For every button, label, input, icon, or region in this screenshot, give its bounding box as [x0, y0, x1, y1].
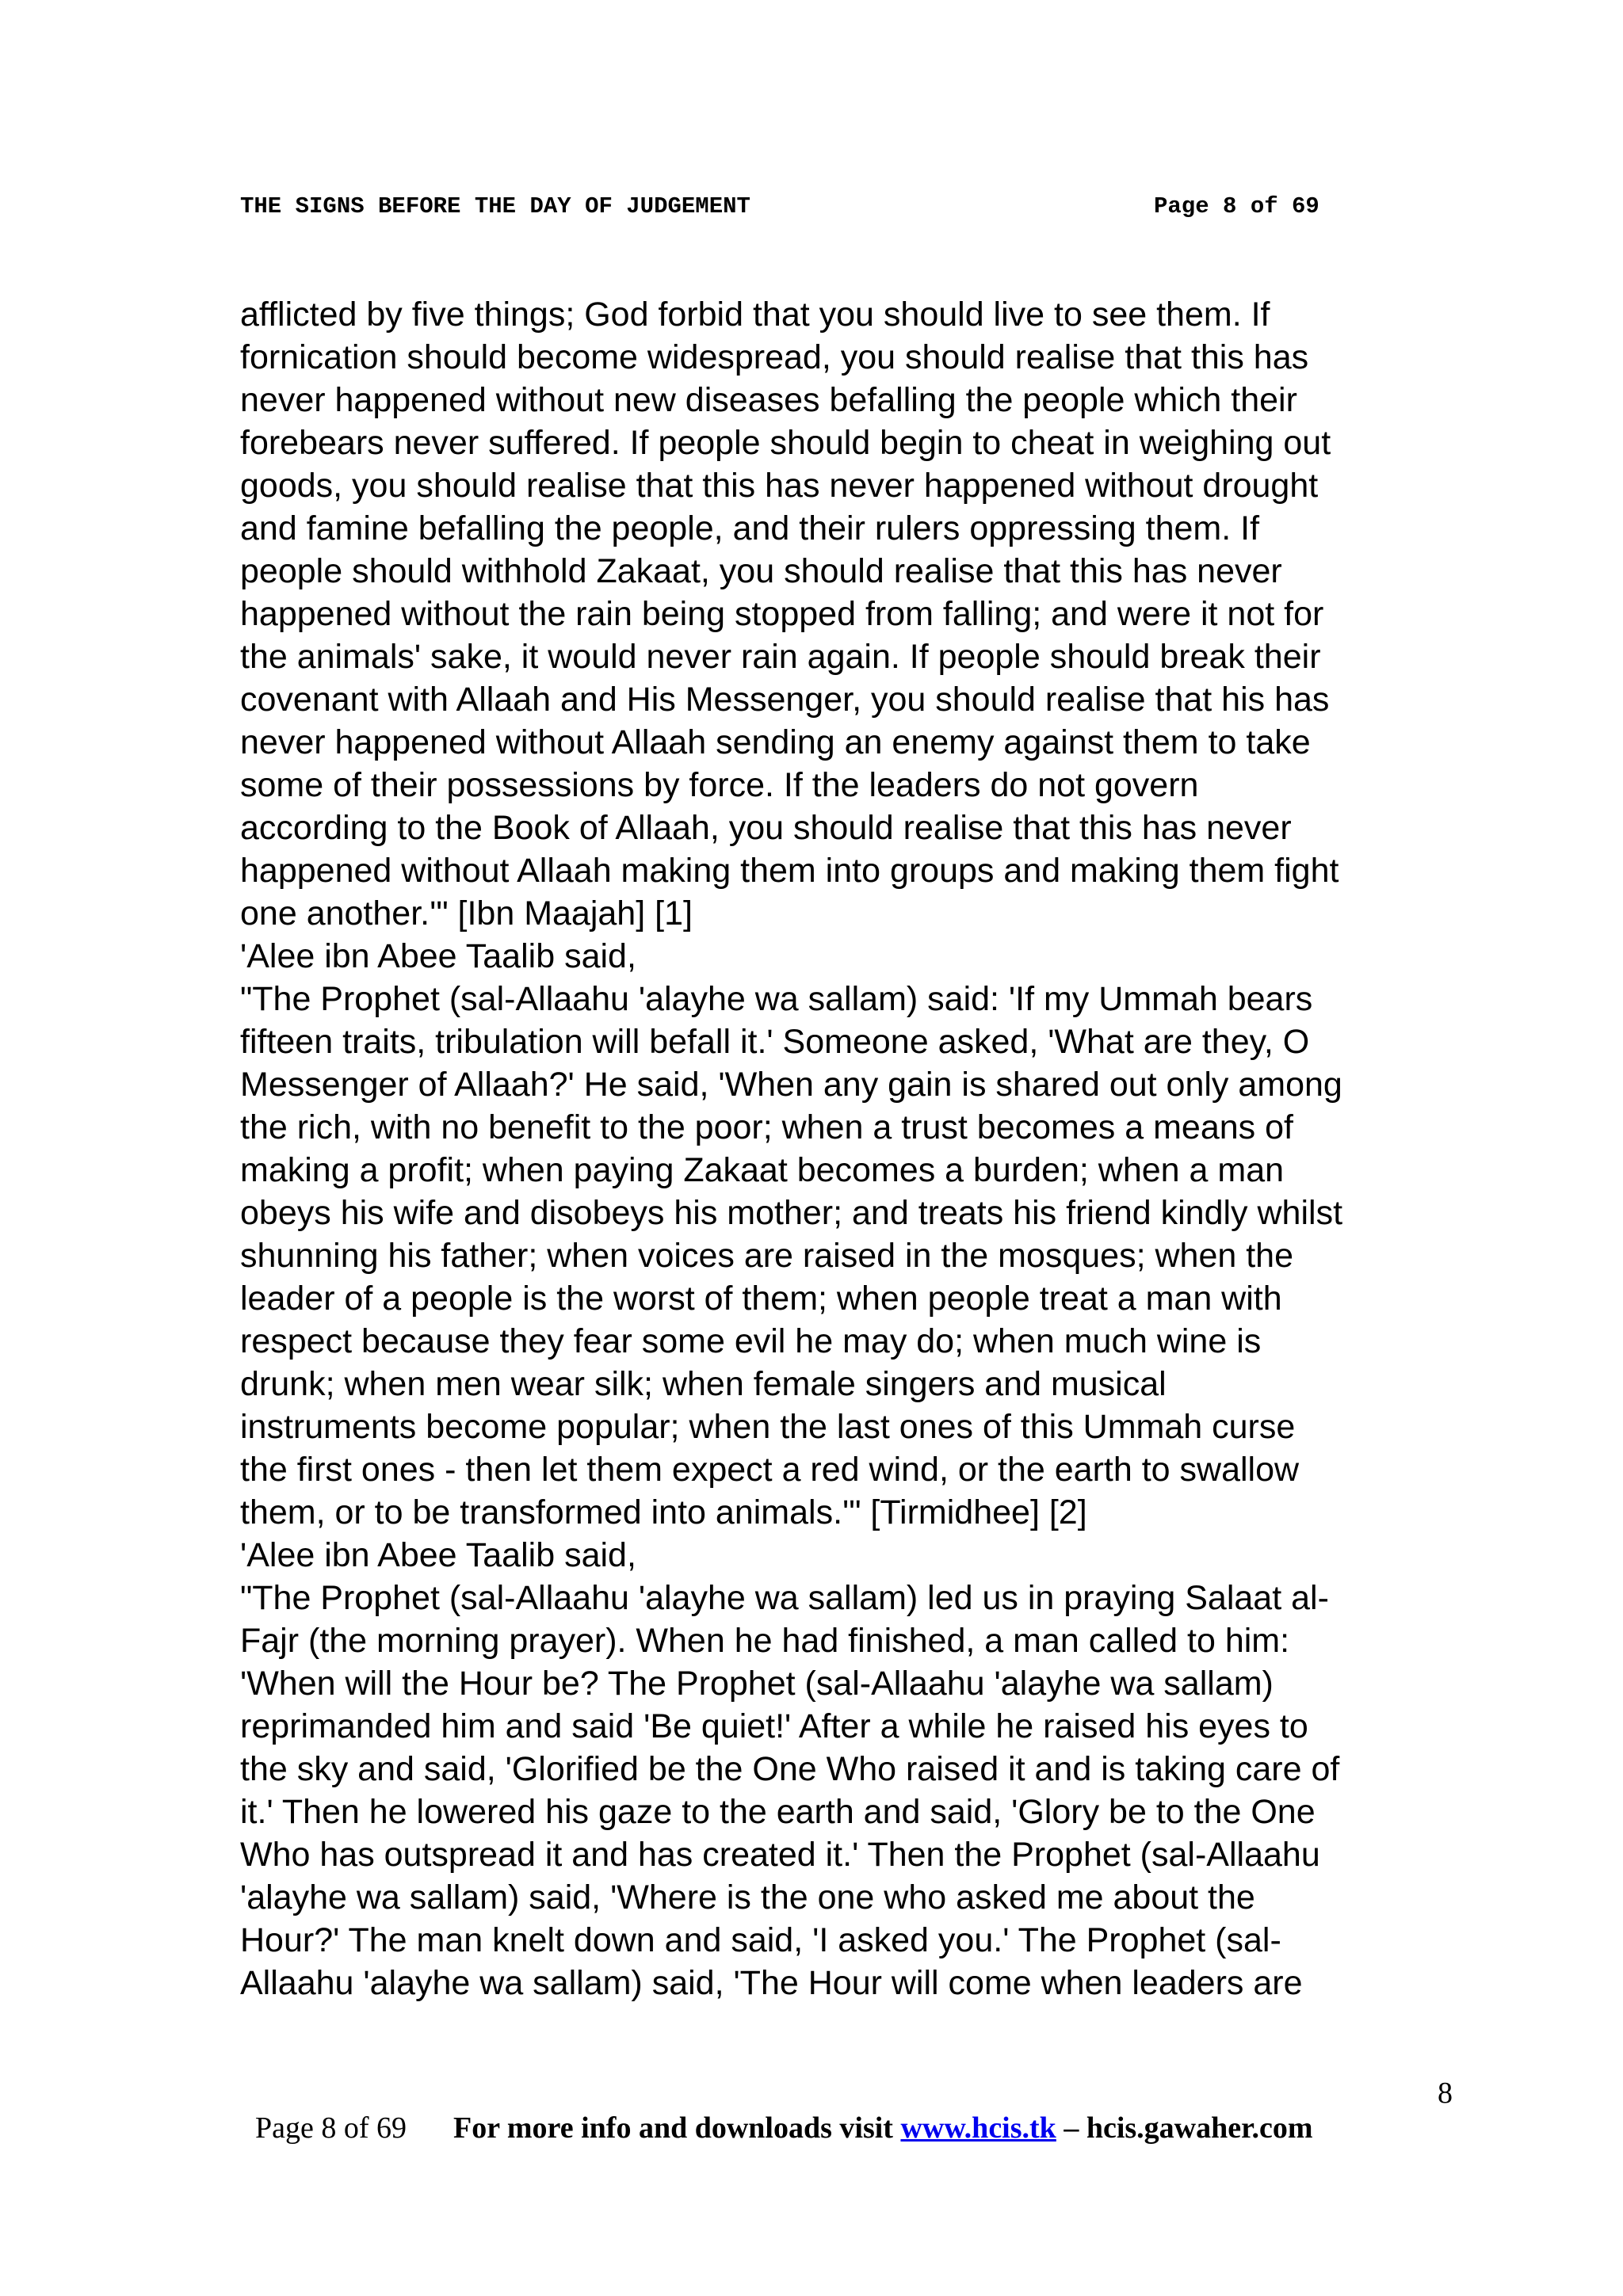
text-line: according to the Book of Allaah, you should realise that this has never: [240, 809, 1292, 847]
page-footer: [240, 2076, 1453, 2180]
text-line: "The Prophet (sal-Allaahu 'alayhe wa sallam) said: 'If my Ummah bears: [240, 980, 1313, 1018]
text-line: instruments become popular; when the last ones of this Ummah curse: [240, 1408, 1296, 1446]
text-line: one another.'" [Ibn Maajah] [1]: [240, 894, 693, 933]
footer-suffix: – hcis.gawaher.com: [1056, 2111, 1313, 2145]
text-line: the animals' sake, it would never rain again. If people should break their: [240, 638, 1321, 676]
text-line: fornication should become widespread, you should realise that this has: [240, 338, 1309, 376]
text-line: the rich, with no benefit to the poor; when a trust becomes a means of: [240, 1108, 1293, 1146]
footer-promo-text: For more info and downloads visit: [453, 2111, 901, 2145]
text-line: forebears never suffered. If people should begin to cheat in weighing out: [240, 424, 1331, 462]
text-line: Fajr (the morning prayer). When he had finished, a man called to him:: [240, 1622, 1290, 1660]
text-line: covenant with Allaah and His Messenger, you should realise that his has: [240, 681, 1330, 719]
text-line: happened without the rain being stopped from falling; and were it not for: [240, 595, 1324, 633]
text-line: "The Prophet (sal-Allaahu 'alayhe wa sallam) led us in praying Salaat al-: [240, 1579, 1329, 1617]
text-line: 'Alee ibn Abee Taalib said,: [240, 1536, 636, 1574]
text-line: people should withhold Zakaat, you should realise that this has never: [240, 552, 1282, 590]
body-text: [240, 293, 1476, 2004]
text-line: 'When will the Hour be? The Prophet (sal-Allaahu 'alayhe wa sallam): [240, 1665, 1274, 1703]
text-line: it.' Then he lowered his gaze to the earth and said, 'Glory be to the One: [240, 1793, 1316, 1831]
text-line: goods, you should realise that this has never happened without drought: [240, 467, 1319, 505]
text-line: obeys his wife and disobeys his mother; and treats his friend kindly whilst: [240, 1194, 1343, 1232]
text-line: shunning his father; when voices are raised in the mosques; when the: [240, 1237, 1294, 1275]
text-line: Hour?' The man knelt down and said, 'I asked you.' The Prophet (sal-: [240, 1921, 1281, 1959]
text-line: leader of a people is the worst of them; when people treat a man with: [240, 1280, 1282, 1318]
text-line: Allaahu 'alayhe wa sallam) said, 'The Hour will come when leaders are: [240, 1964, 1303, 2002]
footer-website-link[interactable]: www.hcis.tk: [900, 2111, 1056, 2145]
text-line: Messenger of Allaah?' He said, 'When any gain is shared out only among: [240, 1066, 1342, 1104]
text-line: reprimanded him and said 'Be quiet!' After a while he raised his eyes to: [240, 1707, 1308, 1745]
text-line: and famine befalling the people, and their rulers oppressing them. If: [240, 509, 1260, 547]
text-line: afflicted by five things; God forbid that you should live to see them. If: [240, 296, 1270, 334]
text-line: some of their possessions by force. If the leaders do not govern: [240, 766, 1199, 804]
footer-page-number: 8: [1438, 2077, 1453, 2110]
text-line: drunk; when men wear silk; when female singers and musical: [240, 1365, 1167, 1403]
text-line: the first ones - then let them expect a red wind, or the earth to swallow: [240, 1451, 1300, 1489]
text-line: the sky and said, 'Glorified be the One Who raised it and is taking care of: [240, 1750, 1340, 1788]
text-line: never happened without new diseases befalling the people which their: [240, 381, 1297, 419]
text-line: making a profit; when paying Zakaat becomes a burden; when a man: [240, 1151, 1285, 1189]
text-line: Who has outspread it and has created it.' Then the Prophet (sal-Allaahu: [240, 1836, 1320, 1874]
text-line: 'Alee ibn Abee Taalib said,: [240, 937, 636, 975]
footer-page-label: Page 8 of 69: [255, 2111, 407, 2145]
text-line: respect because they fear some evil he may do; when much wine is: [240, 1322, 1262, 1360]
text-line: never happened without Allaah sending an enemy against them to take: [240, 723, 1311, 761]
text-line: happened without Allaah making them into groups and making them fight: [240, 852, 1339, 890]
text-line: them, or to be transformed into animals.'" [Tirmidhee] [2]: [240, 1493, 1087, 1531]
text-line: fifteen traits, tribulation will befall it.' Someone asked, 'What are they, O: [240, 1023, 1310, 1061]
running-header-title: THE SIGNS BEFORE THE DAY OF JUDGEMENT: [240, 193, 750, 219]
running-header-page: Page 8 of 69: [1154, 193, 1319, 219]
text-line: 'alayhe wa sallam) said, 'Where is the one who asked me about the: [240, 1878, 1255, 1917]
